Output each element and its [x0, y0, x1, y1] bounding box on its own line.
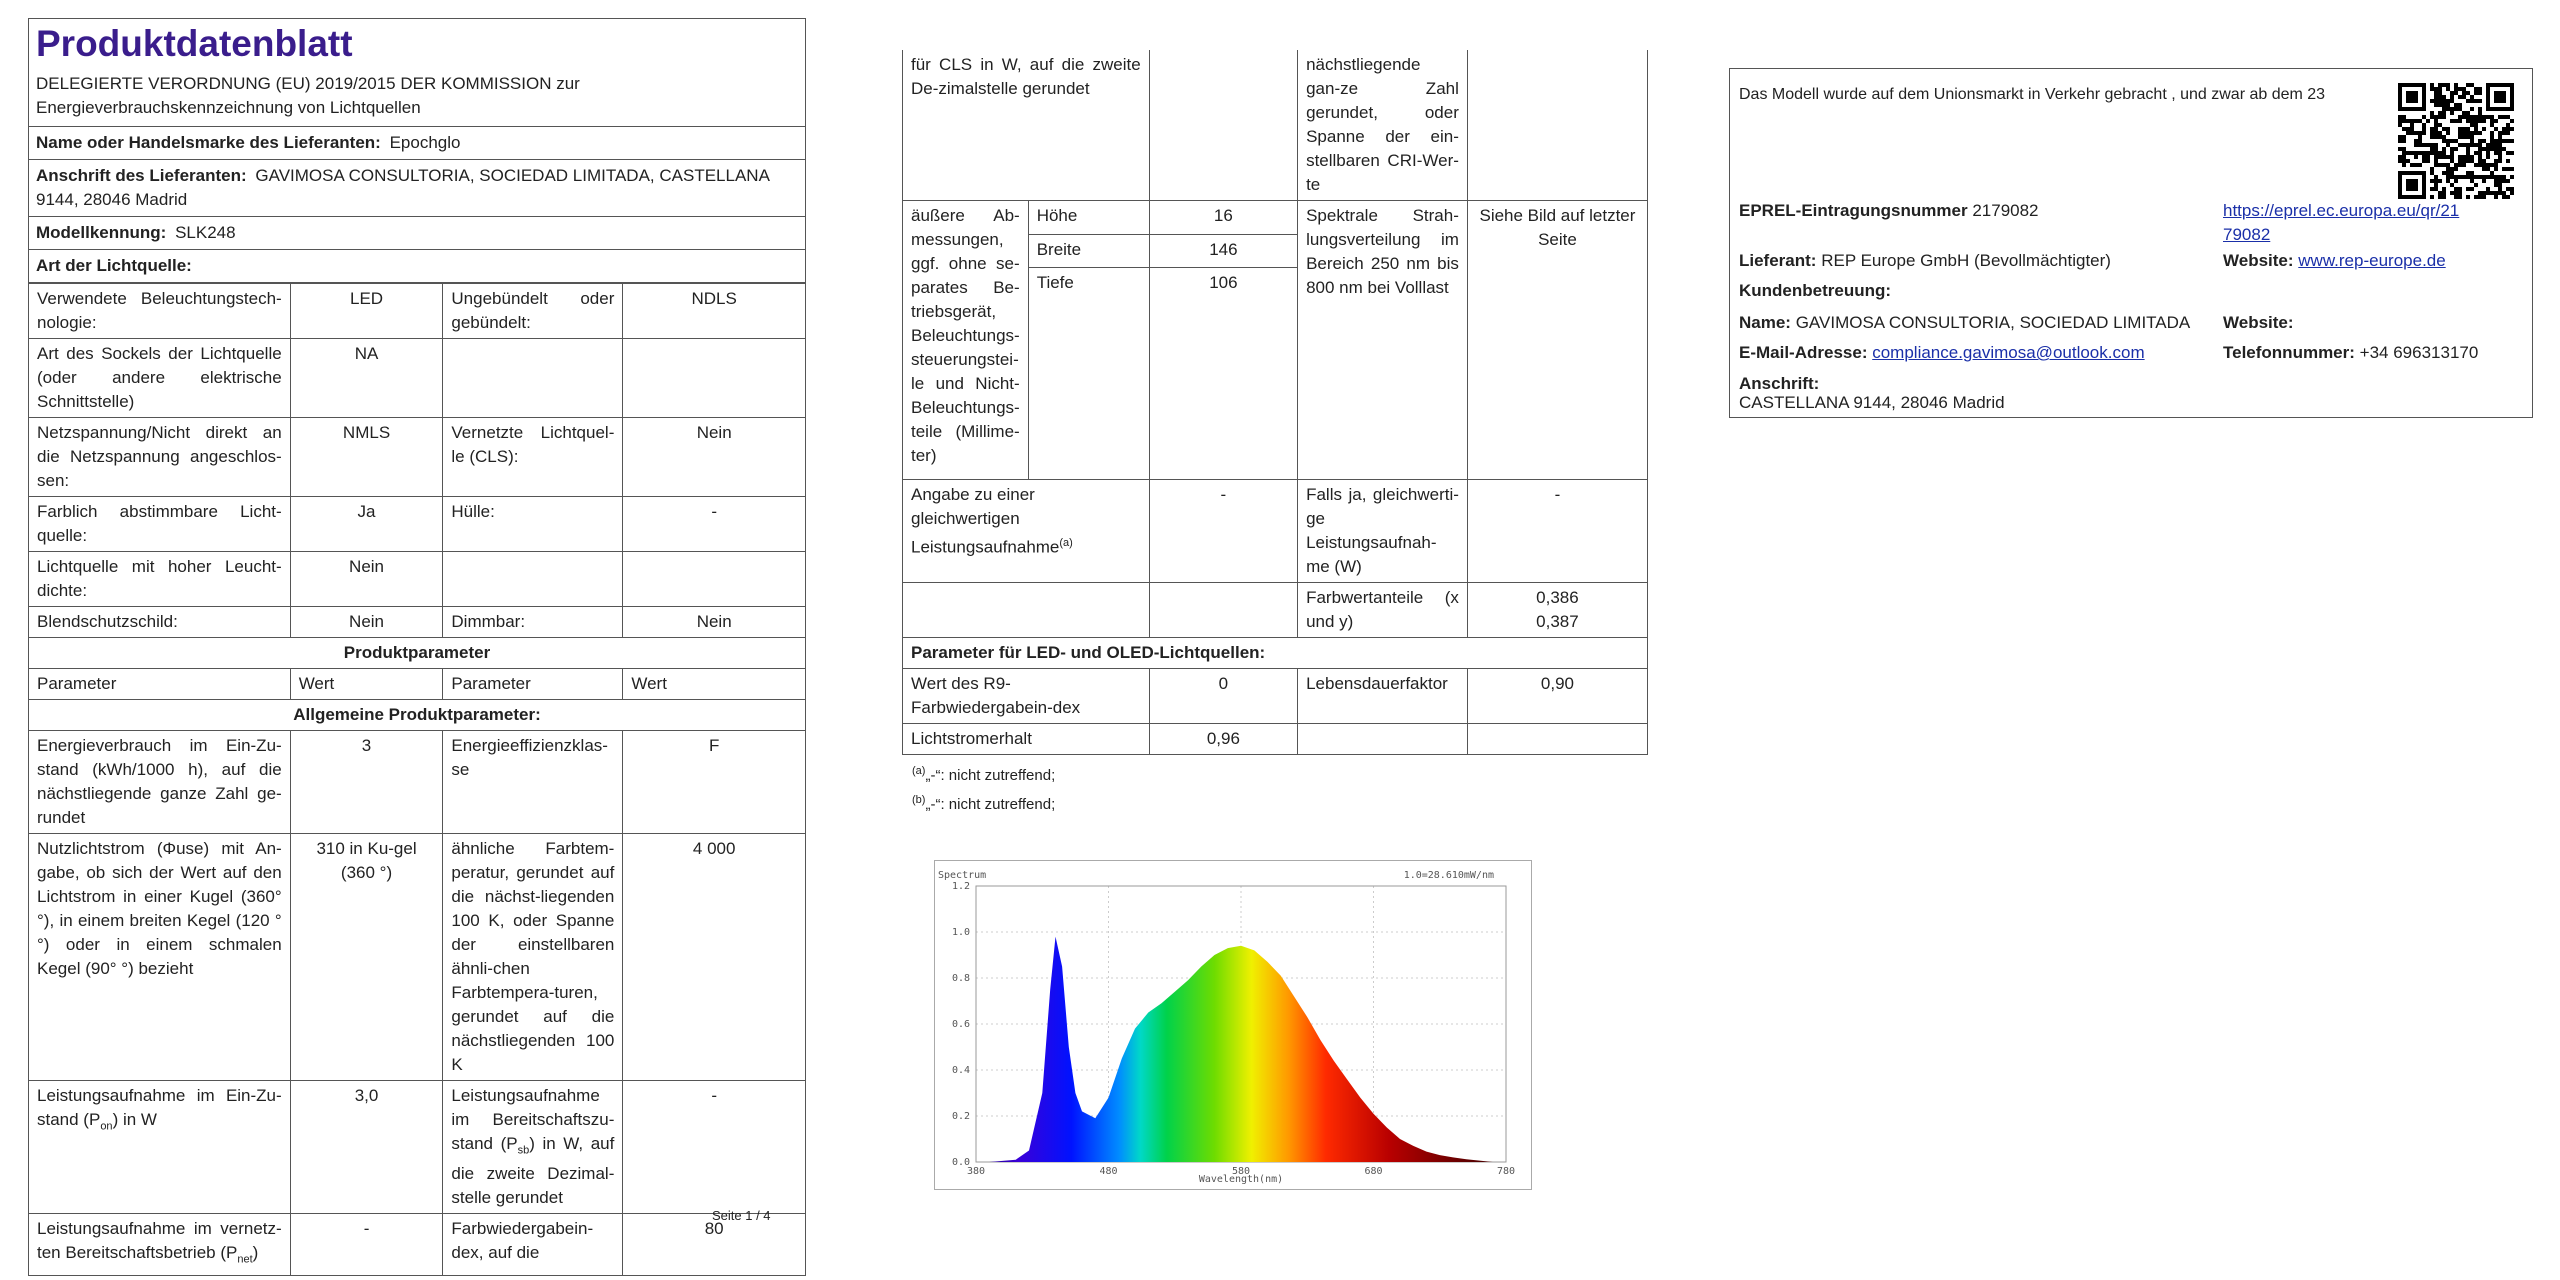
spectrum-svg: [934, 860, 1532, 1190]
eprel-link-line1[interactable]: https://eprel.ec.europa.eu/qr/21: [2223, 201, 2460, 220]
x-tick-label: 680: [1364, 1166, 1383, 1177]
footnote-b: [912, 788, 1648, 817]
table-row: [29, 284, 806, 339]
table-cell: 3,0: [290, 1081, 443, 1214]
table-cell: [443, 552, 623, 607]
cell-text: ): [252, 1243, 259, 1263]
datasheet-page-2: [902, 50, 1648, 817]
page-number: Seite 1 / 4: [712, 1208, 771, 1223]
website-row: [2223, 249, 2446, 273]
model-value: SLK248: [175, 223, 236, 242]
table-cell: 80: [623, 1214, 806, 1275]
table-row: [29, 731, 806, 834]
website-link[interactable]: www.rep-europe.de: [2298, 251, 2446, 270]
table-cell: [1149, 50, 1297, 201]
table-cell: 3: [290, 731, 443, 834]
cell-subscript: net: [237, 1253, 253, 1266]
section-heading-row: [29, 700, 806, 731]
table-cell: LED: [290, 284, 443, 339]
table-cell: Nutzlichtstrom (Φuse) mit An-gabe, ob sich der Wert auf den Lichtstrom in einer Kugel (360° °), in einem breiten Kegel (120 °°) oder in einem schmalen Kegel (90° °) bezieht: [29, 834, 291, 1081]
table-cell: [443, 339, 623, 418]
table-cell: NMLS: [290, 418, 443, 497]
general-params-heading: Allgemeine Produktparameter:: [29, 700, 806, 731]
cell-text: ) in W, auf die zweite Dezimal-stelle gerundet: [451, 1134, 615, 1208]
table-cell: Verwendete Beleuchtungstech-nologie:: [29, 284, 291, 339]
table-cell: [29, 1081, 291, 1214]
table-cell: Ungebündelt oder gebündelt:: [443, 284, 623, 339]
brand-row: [28, 127, 806, 160]
led-params-heading: Parameter für LED- und OLED-Lichtquellen:: [903, 638, 1648, 669]
table-cell: Vernetzte Lichtquel-le (CLS):: [443, 418, 623, 497]
dim-value: 16: [1149, 201, 1297, 235]
email-link[interactable]: compliance.gavimosa@outlook.com: [1872, 343, 2145, 362]
eprel-info-card: [1729, 68, 2533, 418]
eprel-label-text: EPREL-Eintragungsnummer: [1739, 201, 1968, 220]
eprel-label: [1739, 199, 2039, 223]
address-label: Anschrift des Lieferanten:: [36, 166, 247, 185]
column-header: Wert: [290, 669, 443, 700]
footnote-text: „-“: nicht zutreffend;: [925, 767, 1056, 784]
table-cell: für CLS in W, auf die zweite De-zimalstelle gerundet: [903, 50, 1150, 201]
chart-annotation: 1.0=28.610mW/nm: [1403, 870, 1494, 881]
qr-code-icon[interactable]: [2398, 83, 2514, 199]
table-cell: NA: [290, 339, 443, 418]
table-cell: Lichtquelle mit hoher Leucht-dichte:: [29, 552, 291, 607]
table-cell: Netzspannung/Nicht direkt an die Netzspannung angeschlos-sen:: [29, 418, 291, 497]
brand-label: Name oder Handelsmarke des Lieferanten:: [36, 133, 381, 152]
table-cell: -: [1467, 480, 1647, 583]
table-row: [903, 669, 1648, 724]
table-cell: [1149, 583, 1297, 638]
table-cell: -: [1149, 480, 1297, 583]
table-row: [29, 339, 806, 418]
cell-text: Leistungsaufnahme im Bereitschaftszu-stand (P: [451, 1086, 615, 1153]
address-row: [28, 160, 806, 217]
table-cell: [1467, 724, 1647, 755]
email-label: E-Mail-Adresse:: [1739, 343, 1868, 362]
table-cell: Farbwiedergabein-dex, auf die: [443, 1214, 623, 1275]
table-row: [903, 50, 1648, 201]
chart-title: Spectrum: [938, 870, 987, 881]
table-cell: Lichtstromerhalt: [903, 724, 1150, 755]
y-tick-label: 0.6: [951, 1019, 970, 1030]
table-cell: Falls ja, gleichwerti-ge Leistungsaufnah-me (W): [1298, 480, 1468, 583]
table-cell: Energieeffizienzklas-se: [443, 731, 623, 834]
dim-value: 146: [1149, 234, 1297, 268]
cell-text: Leistungsaufnahme im vernetz-ten Bereitschaftsbetrieb (P: [37, 1219, 282, 1263]
table-cell: Energieverbrauch im Ein-Zu-stand (kWh/1000 h), auf die nächstliegende ganze Zahl ge-rundet: [29, 731, 291, 834]
x-tick-label: 480: [1099, 1166, 1118, 1177]
column-header-row: [29, 669, 806, 700]
supplier-value: REP Europe GmbH (Bevollmächtigter): [1821, 251, 2111, 270]
spectral-value: Siehe Bild auf letzter Seite: [1467, 201, 1647, 480]
address-value: GAVIMOSA CONSULTORIA, SOCIEDAD LIMITADA, CASTELLANA 9144, 28046 Madrid: [36, 166, 769, 209]
y-tick-label: 0.4: [951, 1065, 970, 1076]
x-tick-label: 380: [966, 1166, 986, 1177]
table-cell: [903, 480, 1150, 583]
table-row: [29, 1081, 806, 1214]
table-cell: Nein: [623, 607, 806, 638]
table-cell: Farbwertanteile (x und y): [1298, 583, 1468, 638]
y-tick-label: 1.2: [951, 881, 970, 892]
table-cell: nächstliegende gan-ze Zahl gerundet, oder Spanne der ein-stellbaren CRI-Wer-te: [1298, 50, 1468, 201]
table-cell: [443, 1081, 623, 1214]
table-cell: 0,96: [1149, 724, 1297, 755]
table-row: [29, 834, 806, 1081]
column-header: Wert: [623, 669, 806, 700]
product-params-heading: Produktparameter: [29, 638, 806, 669]
section-heading-row: [903, 638, 1648, 669]
table-cell: Farblich abstimmbare Licht-quelle:: [29, 497, 291, 552]
dim-name: Breite: [1028, 234, 1149, 268]
table-cell: [1298, 724, 1468, 755]
brand-value: Epochglo: [389, 133, 461, 152]
header-box: [28, 18, 806, 127]
supplier-label: Lieferant:: [1739, 251, 1817, 270]
cell-subscript: sb: [517, 1144, 530, 1157]
spectrum-chart: [934, 860, 1532, 1190]
chromaticity-y: 0,387: [1536, 612, 1579, 631]
table-row: [903, 480, 1648, 583]
table-cell: [903, 583, 1150, 638]
table-cell: Lebensdauerfaktor: [1298, 669, 1468, 724]
regulation-subtitle: DELEGIERTE VERORDNUNG (EU) 2019/2015 DER KOMMISSION zur Energieverbrauchskennzeichnung von Lichtquellen: [36, 74, 580, 117]
table-cell: Ja: [290, 497, 443, 552]
dim-value: 106: [1149, 268, 1297, 480]
phone-value: +34 696313170: [2359, 343, 2479, 362]
table-cell: Nein: [290, 607, 443, 638]
x-tick-label: 780: [1496, 1166, 1516, 1177]
chromaticity-x: 0,386: [1536, 588, 1579, 607]
table-row: [29, 552, 806, 607]
table-cell: -: [290, 1214, 443, 1275]
cell-text: Angabe zu einer gleichwertigen Leistungsaufnahme: [911, 485, 1060, 557]
light-source-table: [28, 283, 806, 1276]
y-tick-label: 0.8: [951, 973, 970, 984]
table-row: [903, 724, 1648, 755]
dimensions-label: äußere Ab-messungen, ggf. ohne se-parates Be-triebsgerät, Beleuchtungs-steuerungstei-le und Nicht-Beleuchtungs-teile (Millime-ter): [903, 201, 1029, 480]
table-cell: Dimmbar:: [443, 607, 623, 638]
column-header: Parameter: [443, 669, 623, 700]
footnote-mark: (a): [912, 765, 926, 777]
addr-label: Anschrift:: [1739, 374, 1820, 393]
table-cell: [1467, 50, 1647, 201]
table-cell: 0,90: [1467, 669, 1647, 724]
dim-name: Tiefe: [1028, 268, 1149, 480]
addr-value: CASTELLANA 9144, 28046 Madrid: [1739, 393, 2005, 412]
name-label: Name:: [1739, 313, 1791, 332]
table-cell: Art des Sockels der Lichtquelle (oder andere elektrische Schnittstelle): [29, 339, 291, 418]
section-heading-row: [29, 638, 806, 669]
market-intro: Das Modell wurde auf dem Unionsmarkt in Verkehr gebracht , und zwar ab dem 23: [1739, 86, 2326, 103]
dimensions-table: [902, 50, 1648, 755]
x-tick-label: 580: [1231, 1166, 1251, 1177]
eprel-number: 2179082: [1972, 201, 2039, 220]
email-row: [1739, 341, 2145, 365]
table-cell: NDLS: [623, 284, 806, 339]
table-cell: [623, 339, 806, 418]
table-row: [903, 583, 1648, 638]
footnote-ref: (a): [1059, 537, 1073, 549]
table-row: [903, 201, 1648, 235]
table-cell: 4 000: [623, 834, 806, 1081]
table-cell: ähnliche Farbtem-peratur, gerundet auf die nächst-liegenden 100 K, oder Spanne der einstellbaren ähnli-chen Farbtempera-turen, gerundet auf die nächstliegenden 100 K: [443, 834, 623, 1081]
table-cell: [623, 552, 806, 607]
phone-row: [2223, 341, 2478, 365]
page-title: Produktdatenblatt: [36, 23, 353, 64]
cell-subscript: on: [100, 1120, 113, 1133]
eprel-link-line2[interactable]: 79082: [2223, 225, 2271, 244]
y-tick-label: 1.0: [951, 927, 970, 938]
table-cell: F: [623, 731, 806, 834]
name-row: [1739, 311, 2190, 335]
y-tick-label: 0.2: [951, 1111, 970, 1122]
table-cell: Wert des R9-Farbwiedergabein-dex: [903, 669, 1150, 724]
cell-text: Leistungsaufnahme im Ein-Zu-stand (P: [37, 1086, 282, 1129]
website2-label: Website:: [2223, 313, 2294, 332]
y-tick-label: 0.0: [951, 1157, 970, 1168]
eprel-link[interactable]: [2223, 199, 2459, 247]
table-cell: Nein: [623, 418, 806, 497]
table-cell: -: [623, 1081, 806, 1214]
table-cell: Nein: [290, 552, 443, 607]
name-value: GAVIMOSA CONSULTORIA, SOCIEDAD LIMITADA: [1795, 313, 2191, 332]
footnote-mark: (b): [912, 794, 926, 806]
footnote-a: [912, 759, 1648, 788]
table-cell: [29, 1214, 291, 1275]
phone-label: Telefonnummer:: [2223, 343, 2355, 362]
spectral-label: Spektrale Strah-lungsverteilung im Bereich 250 nm bis 800 nm bei Volllast: [1298, 201, 1468, 480]
model-label: Modellkennung:: [36, 223, 167, 242]
table-row: [29, 418, 806, 497]
website-label: Website:: [2223, 251, 2294, 270]
table-cell: -: [623, 497, 806, 552]
table-row: [29, 607, 806, 638]
table-cell: Blendschutzschild:: [29, 607, 291, 638]
column-header: Parameter: [29, 669, 291, 700]
dim-name: Höhe: [1028, 201, 1149, 235]
table-row: [29, 497, 806, 552]
table-cell: 310 in Ku-gel (360 °): [290, 834, 443, 1081]
table-cell: 0: [1149, 669, 1297, 724]
table-cell: Hülle:: [443, 497, 623, 552]
footnote-text: „-“: nicht zutreffend;: [925, 796, 1056, 813]
support-heading: Kundenbetreuung:: [1739, 281, 1892, 300]
model-row: [28, 217, 806, 250]
chart-xlabel: Wavelength(nm): [1198, 1174, 1284, 1185]
table-row: [29, 1214, 806, 1275]
supplier-row: [1739, 249, 2111, 273]
datasheet-page-1: [28, 18, 806, 1276]
cell-text: ) in W: [112, 1110, 157, 1129]
table-cell: [1467, 583, 1647, 638]
type-heading: Art der Lichtquelle:: [28, 250, 806, 283]
